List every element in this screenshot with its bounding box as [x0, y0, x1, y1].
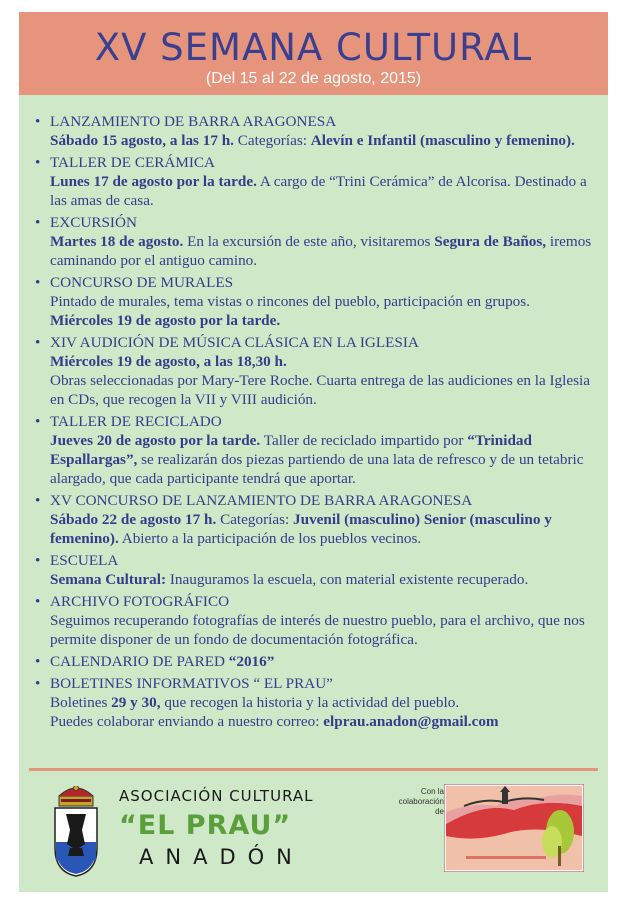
list-item — [35, 153, 603, 210]
list-item — [35, 592, 603, 649]
bullet-icon: • — [35, 334, 41, 351]
item-title: LANZAMIENTO DE BARRA ARAGONESA — [50, 113, 337, 130]
list-item — [35, 491, 603, 548]
item-detail: Jueves 20 de agosto por la tarde. Taller de reciclado impartido por “Trinidad Espallargas”, se realizarán dos piezas partiendo de una lata de refresco y de un tetabric alargado, que cada participante tendrá que aportar. — [50, 432, 584, 487]
item-detail: Sábado 15 agosto, a las 17 h. Categorías: Alevín e Infantil (masculino y femenino). — [50, 132, 575, 149]
item-title: TALLER DE RECICLADO — [50, 413, 222, 430]
list-item — [35, 412, 603, 488]
org-name-line3: ANADÓN — [139, 845, 304, 869]
collab-line1: Con la — [420, 787, 444, 796]
association-logo — [49, 784, 329, 879]
bullet-icon: • — [35, 154, 41, 171]
item-title: TALLER DE CERÁMICA — [50, 154, 215, 171]
item-title: XV CONCURSO DE LANZAMIENTO DE BARRA ARAGONESA — [50, 492, 473, 509]
item-detail: Lunes 17 de agosto por la tarde. A cargo de “Trini Cerámica” de Alcorisa. Destinado a las amas de casa. — [50, 173, 587, 209]
bullet-icon: • — [35, 552, 41, 569]
item-detail: Pintado de murales, tema vistas o rincones del pueblo, participación en grupos. — [50, 293, 530, 310]
bullet-icon: • — [35, 113, 41, 130]
item-detail: Semana Cultural: Inauguramos la escuela, con material existente recuperado. — [50, 571, 529, 588]
bullet-icon: • — [35, 492, 41, 509]
coat-of-arms-icon — [49, 786, 103, 878]
item-title: CALENDARIO DE PARED “2016” — [50, 653, 275, 670]
bullet-icon: • — [35, 675, 41, 692]
page-subtitle: (Del 15 al 22 de agosto, 2015) — [205, 70, 422, 87]
item-detail: Obras seleccionadas por Mary-Tere Roche. Cuarta entrega de las audiciones en la Iglesia en CDs, que recogen la VII y VIII audición. — [50, 372, 590, 408]
item-detail: Puedes colaborar enviando a nuestro correo: elprau.anadon@gmail.com — [50, 713, 499, 730]
item-detail: Boletines 29 y 30, que recogen la historia y la actividad del pueblo. — [50, 694, 460, 711]
list-item — [35, 551, 603, 589]
list-item — [35, 333, 603, 409]
bullet-icon: • — [35, 653, 41, 670]
bullet-icon: • — [35, 274, 41, 291]
item-detail: Sábado 22 de agosto 17 h. Categorías: Juvenil (masculino) Senior (masculino y femenino). Abierto a la participación de los pueblos vecinos. — [50, 511, 552, 547]
item-detail: Miércoles 19 de agosto por la tarde. — [50, 312, 281, 329]
bullet-icon: • — [35, 413, 41, 430]
bullet-icon: • — [35, 593, 41, 610]
bullet-icon: • — [35, 214, 41, 231]
item-title: BOLETINES INFORMATIVOS “ EL PRAU” — [50, 675, 333, 692]
item-title: CONCURSO DE MURALES — [50, 274, 234, 291]
item-title: XIV AUDICIÓN DE MÚSICA CLÁSICA EN LA IGLESIA — [50, 334, 419, 351]
header-banner — [19, 12, 608, 95]
org-name-line1: ASOCIACIÓN CULTURAL — [119, 787, 314, 805]
collab-line2: colaboración — [398, 797, 444, 806]
item-detail: Martes 18 de agosto. En la excursión de este año, visitaremos Segura de Baños, iremos caminando por el antiguo camino. — [50, 233, 592, 269]
item-title: ESCUELA — [50, 552, 119, 569]
list-item — [35, 674, 603, 731]
list-item — [35, 112, 603, 150]
poster — [19, 12, 608, 892]
item-detail: Seguimos recuperando fotografías de interés de nuestro pueblo, para el archivo, que nos permite disponer de un fondo de documentación fotográfica. — [50, 612, 585, 648]
divider — [29, 768, 598, 771]
list-item — [35, 213, 603, 270]
item-title: EXCURSIÓN — [50, 214, 137, 231]
list-item — [35, 652, 603, 671]
item-detail: Miércoles 19 de agosto, a las 18,30 h. — [50, 353, 287, 370]
collaborator-logo-icon — [444, 784, 584, 872]
page-title: XV SEMANA CULTURAL — [94, 26, 533, 69]
org-name-line2: “EL PRAU” — [119, 810, 292, 841]
list-item — [35, 273, 603, 330]
collab-line3: de — [435, 807, 444, 816]
activity-list — [35, 112, 603, 734]
item-title: ARCHIVO FOTOGRÁFICO — [50, 593, 230, 610]
collaboration-note — [364, 787, 444, 817]
